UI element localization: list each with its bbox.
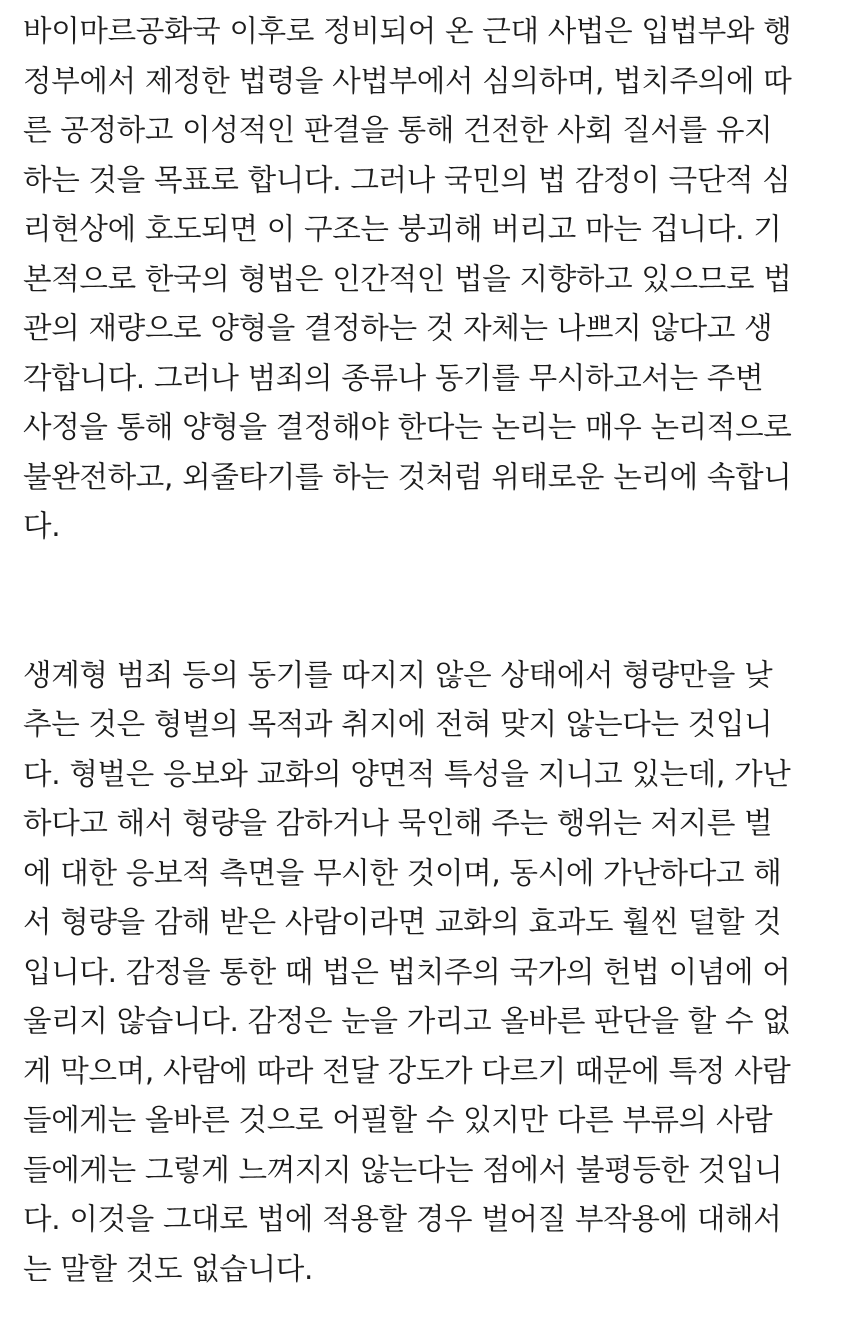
text-line: 다. bbox=[23, 509, 61, 543]
text-line: 사정을 통해 양형을 결정해야 한다는 논리는 매우 논리적으로 bbox=[23, 410, 792, 444]
text-line: 른 공정하고 이성적인 판결을 통해 건전한 사회 질서를 유지 bbox=[23, 113, 773, 147]
paragraph-1 bbox=[23, 7, 838, 552]
text-line: 다. 이것을 그대로 법에 적용할 경우 벌어질 부작용에 대해서 bbox=[23, 1202, 782, 1236]
text-line: 바이마르공화국 이후로 정비되어 온 근대 사법은 입법부와 행 bbox=[23, 14, 792, 48]
text-line: 입니다. 감정을 통한 때 법은 법치주의 국가의 헌법 이념에 어 bbox=[23, 954, 791, 989]
text-line: 하는 것을 목표로 합니다. 그러나 국민의 법 감정이 극단적 심 bbox=[23, 162, 791, 197]
text-line: 리현상에 호도되면 이 구조는 붕괴해 버리고 마는 겁니다. 기 bbox=[23, 212, 782, 246]
text-line: 정부에서 제정한 법령을 사법부에서 심의하며, 법치주의에 따 bbox=[23, 63, 792, 98]
text-line: 불완전하고, 외줄타기를 하는 것처럼 위태로운 논리에 속합니 bbox=[23, 459, 792, 494]
text-line: 들에게는 그렇게 느껴지지 않는다는 점에서 불평등한 것입니 bbox=[23, 1152, 783, 1187]
text-line: 울리지 않습니다. 감정은 눈을 가리고 올바른 판단을 할 수 없 bbox=[23, 1004, 791, 1038]
paragraph-spacer bbox=[23, 552, 838, 651]
text-line: 생계형 범죄 등의 동기를 따지지 않은 상태에서 형량만을 낮 bbox=[23, 657, 773, 692]
text-line: 추는 것은 형벌의 목적과 취지에 전혀 맞지 않는다는 것입니 bbox=[23, 707, 773, 741]
article-body bbox=[23, 7, 838, 1294]
text-line: 각합니다. 그러나 범죄의 종류나 동기를 무시하고서는 주변 bbox=[23, 360, 764, 395]
text-line: 에 대한 응보적 측면을 무시한 것이며, 동시에 가난하다고 해 bbox=[23, 855, 782, 890]
text-line: 서 형량을 감해 받은 사람이라면 교화의 효과도 훨씬 덜할 것 bbox=[23, 905, 782, 939]
text-line: 들에게는 올바른 것으로 어필할 수 있지만 다른 부류의 사람 bbox=[23, 1103, 773, 1137]
text-line: 게 막으며, 사람에 따라 전달 강도가 다르기 때문에 특정 사람 bbox=[23, 1053, 791, 1088]
paragraph-2 bbox=[23, 651, 838, 1295]
text-line: 본적으로 한국의 형법은 인간적인 법을 지향하고 있으므로 법 bbox=[23, 261, 792, 296]
text-line: 관의 재량으로 양형을 결정하는 것 자체는 나쁘지 않다고 생 bbox=[23, 311, 773, 345]
text-line: 하다고 해서 형량을 감하거나 묵인해 주는 행위는 저지른 벌 bbox=[23, 806, 773, 840]
text-line: 다. 형벌은 응보와 교화의 양면적 특성을 지니고 있는데, 가난 bbox=[23, 756, 791, 791]
text-line: 는 말할 것도 없습니다. bbox=[23, 1251, 314, 1286]
